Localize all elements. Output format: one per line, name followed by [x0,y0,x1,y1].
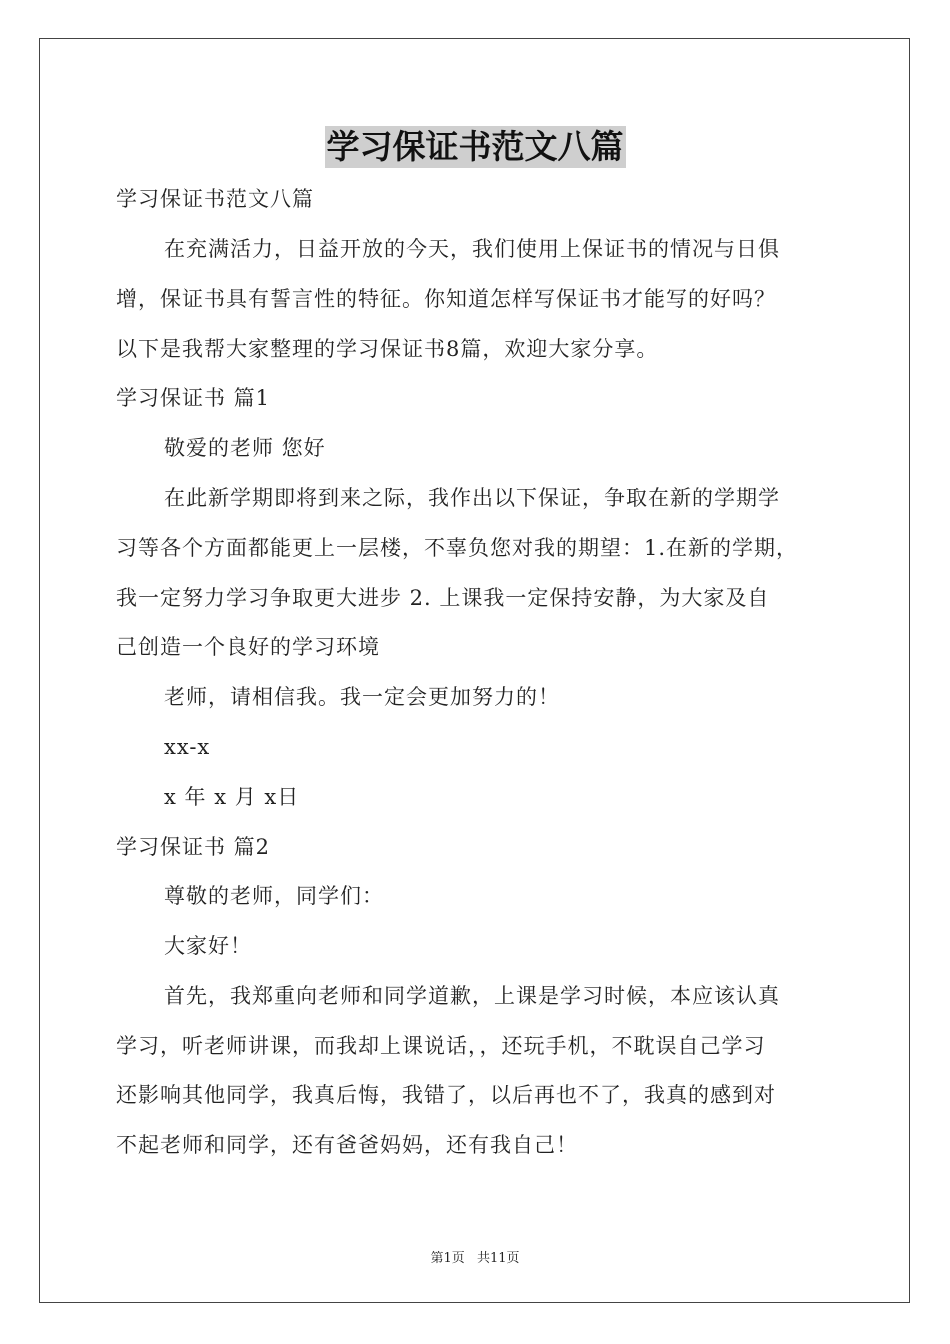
greeting-1: 敬爱的老师 您好 [164,436,326,460]
date-line: x 年 x 月 x日 [164,785,300,809]
body-line-2d: 不起老师和同学，还有爸爸妈妈，还有我自己！ [116,1133,578,1157]
greeting-2: 尊敬的老师，同学们： [164,884,384,908]
hello-line: 大家好！ [164,934,252,958]
body-line-1c: 我一定努力学习争取更大进步 2. 上课我一定保持安静，为大家及自 [116,586,770,610]
intro-line-3: 以下是我帮大家整理的学习保证书8篇，欢迎大家分享。 [116,337,659,361]
page-number: 第1页 [430,1251,465,1266]
body-line-1d: 己创造一个良好的学习环境 [116,635,380,659]
signature: xx-x [164,735,211,759]
page-total: 共11页 [476,1251,520,1266]
section-heading-2: 学习保证书 篇2 [116,835,271,859]
intro-line-2: 增，保证书具有誓言性的特征。你知道怎样写保证书才能写的好吗？ [116,287,776,311]
page-footer [0,1247,950,1266]
body-line-1b: 习等各个方面都能更上一层楼，不辜负您对我的期望：1.在新的学期， [116,536,799,560]
title-container [0,126,950,168]
body-line-1a: 在此新学期即将到来之际，我作出以下保证，争取在新的学期学 [164,486,780,510]
body-line-1e: 老师，请相信我。我一定会更加努力的！ [164,685,560,709]
intro-line-1: 在充满活力，日益开放的今天，我们使用上保证书的情况与日俱 [164,237,780,261]
section-heading-1: 学习保证书 篇1 [116,386,271,410]
body-line-2b: 学习，听老师讲课，而我却上课说话，，还玩手机，不耽误自己学习 [116,1034,766,1058]
subtitle-line: 学习保证书范文八篇 [116,187,314,211]
body-line-2c: 还影响其他同学，我真后悔，我错了，以后再也不了，我真的感到对 [116,1083,776,1107]
body-line-2a: 首先，我郑重向老师和同学道歉，上课是学习时候，本应该认真 [164,984,780,1008]
document-title: 学习保证书范文八篇 [326,127,624,166]
